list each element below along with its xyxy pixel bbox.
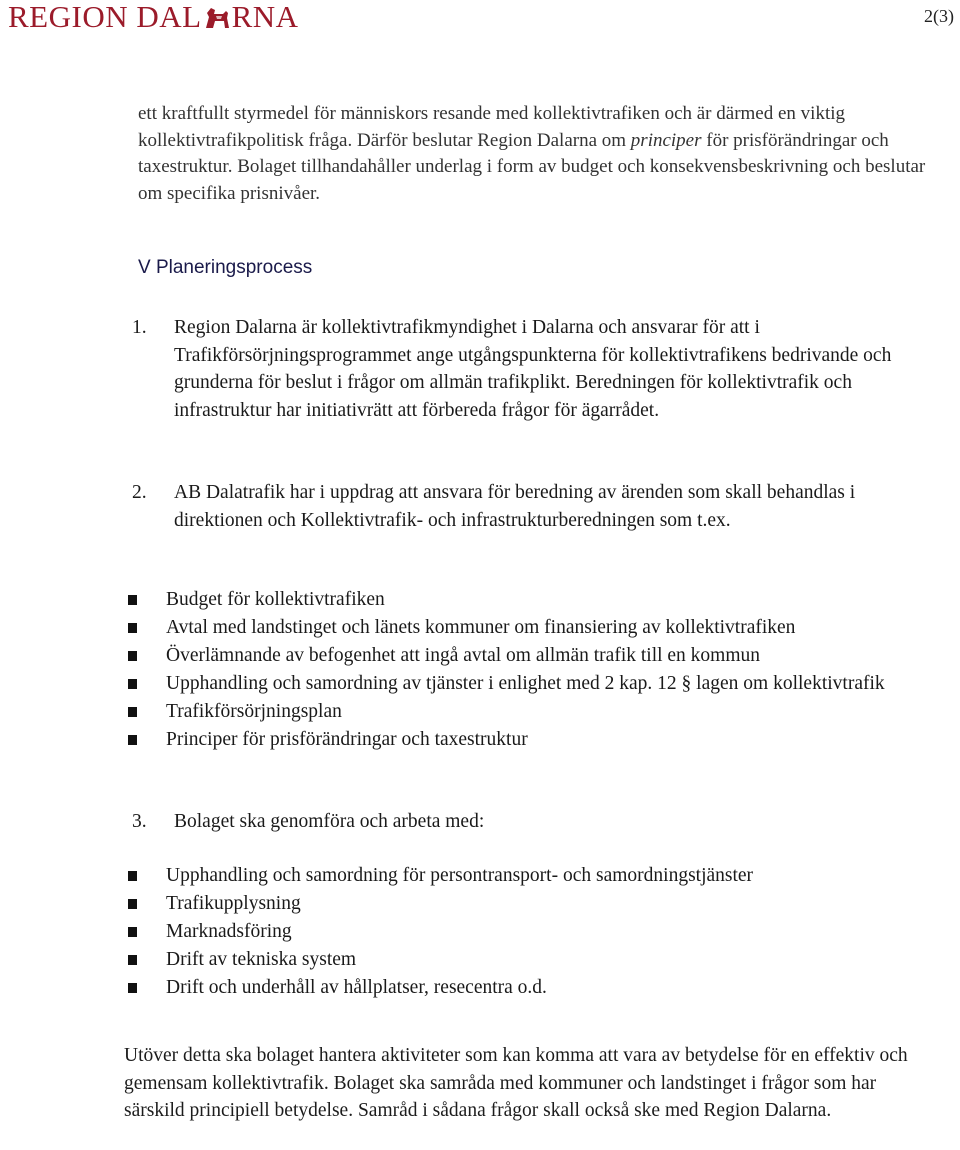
item-text: Bolaget ska genomföra och arbeta med: — [174, 811, 485, 832]
bullet-list-2 — [124, 862, 934, 1002]
item-number: 1. — [132, 317, 147, 338]
logo-text-end: RNA — [231, 0, 299, 34]
region-dalarna-logo — [8, 0, 299, 34]
square-bullet-icon — [128, 623, 137, 633]
square-bullet-icon — [128, 927, 137, 937]
square-bullet-icon — [128, 595, 137, 605]
list-item — [124, 586, 934, 614]
dala-horse-icon — [203, 4, 231, 30]
intro-paragraph — [138, 101, 938, 207]
list-item-text: Överlämnande av befogenhet att ingå avtal om allmän trafik till en kommun — [166, 645, 761, 666]
list-item — [124, 614, 934, 642]
list-item — [124, 670, 934, 698]
list-item-text: Principer för prisförändringar och taxestruktur — [166, 729, 528, 750]
list-item — [124, 946, 934, 974]
intro-text-2: för prisförändringar och taxestruktur. Bolaget tillhandahåller underlag i form av budget och konsekvensbeskrivning och beslutar om specifika prisnivåer. — [138, 129, 926, 204]
square-bullet-icon — [128, 651, 137, 661]
bullet-list-1 — [124, 586, 934, 754]
square-bullet-icon — [128, 899, 137, 909]
page-number: 2(3) — [924, 6, 954, 26]
item-text: Region Dalarna är kollektivtrafikmyndighet i Dalarna och ansvarar för att i Trafikförsörjningsprogrammet ange utgångspunkterna för kollektivtrafikens bedrivande och grunderna för beslut i frågor om allmän trafikplikt. Beredningen för kollektivtrafik och infrastruktur har initiativrätt att förbereda frågor för ägarrådet. — [174, 317, 892, 421]
list-item-text: Trafikförsörjningsplan — [166, 701, 342, 722]
list-item — [124, 862, 934, 890]
list-item-text: Trafikupplysning — [166, 893, 301, 914]
list-item-text: Drift och underhåll av hållplatser, resecentra o.d. — [166, 977, 547, 998]
list-item — [124, 918, 934, 946]
numbered-item-3 — [132, 808, 932, 836]
item-number: 2. — [132, 482, 147, 503]
intro-emphasis: principer — [630, 129, 702, 151]
list-item-text: Avtal med landstinget och länets kommuner om finansiering av kollektivtrafiken — [166, 617, 796, 638]
intro-text-1: ett kraftfullt styrmedel för människors resande med kollektivtrafiken och är därmed en viktig kollektivtrafikpolitisk fråga. Därför beslutar Region Dalarna om — [138, 103, 845, 151]
square-bullet-icon — [128, 983, 137, 993]
list-item — [124, 726, 934, 754]
square-bullet-icon — [128, 707, 137, 717]
section-heading: V Planeringsprocess — [138, 257, 313, 278]
closing-paragraph: Utöver detta ska bolaget hantera aktiviteter som kan komma att vara av betydelse för en effektiv och gemensam kollektivtrafik. Bolaget ska samråda med kommuner och landstinget i frågor som har särskild principiell betydelse. Samråd i sådana frågor skall också ske med Region Dalarna. — [124, 1045, 908, 1121]
list-item — [124, 890, 934, 918]
numbered-item-2 — [132, 479, 932, 534]
list-item-text: Upphandling och samordning av tjänster i enlighet med 2 kap. 12 § lagen om kollektivtrafik — [166, 673, 885, 694]
square-bullet-icon — [128, 679, 137, 689]
list-item-text: Drift av tekniska system — [166, 949, 357, 970]
square-bullet-icon — [128, 871, 137, 881]
list-item-text: Marknadsföring — [166, 921, 292, 942]
list-item-text: Upphandling och samordning för persontransport- och samordningstjänster — [166, 865, 754, 886]
item-number: 3. — [132, 811, 147, 832]
list-item — [124, 698, 934, 726]
list-item-text: Budget för kollektivtrafiken — [166, 589, 385, 610]
square-bullet-icon — [128, 735, 137, 745]
list-item — [124, 974, 934, 1002]
numbered-item-1 — [132, 314, 932, 424]
square-bullet-icon — [128, 955, 137, 965]
logo-text-start: REGION DAL — [8, 0, 202, 34]
list-item — [124, 642, 934, 670]
item-text: AB Dalatrafik har i uppdrag att ansvara för beredning av ärenden som skall behandlas i direktionen och Kollektivtrafik- och infrastrukturberedningen som t.ex. — [174, 482, 856, 531]
